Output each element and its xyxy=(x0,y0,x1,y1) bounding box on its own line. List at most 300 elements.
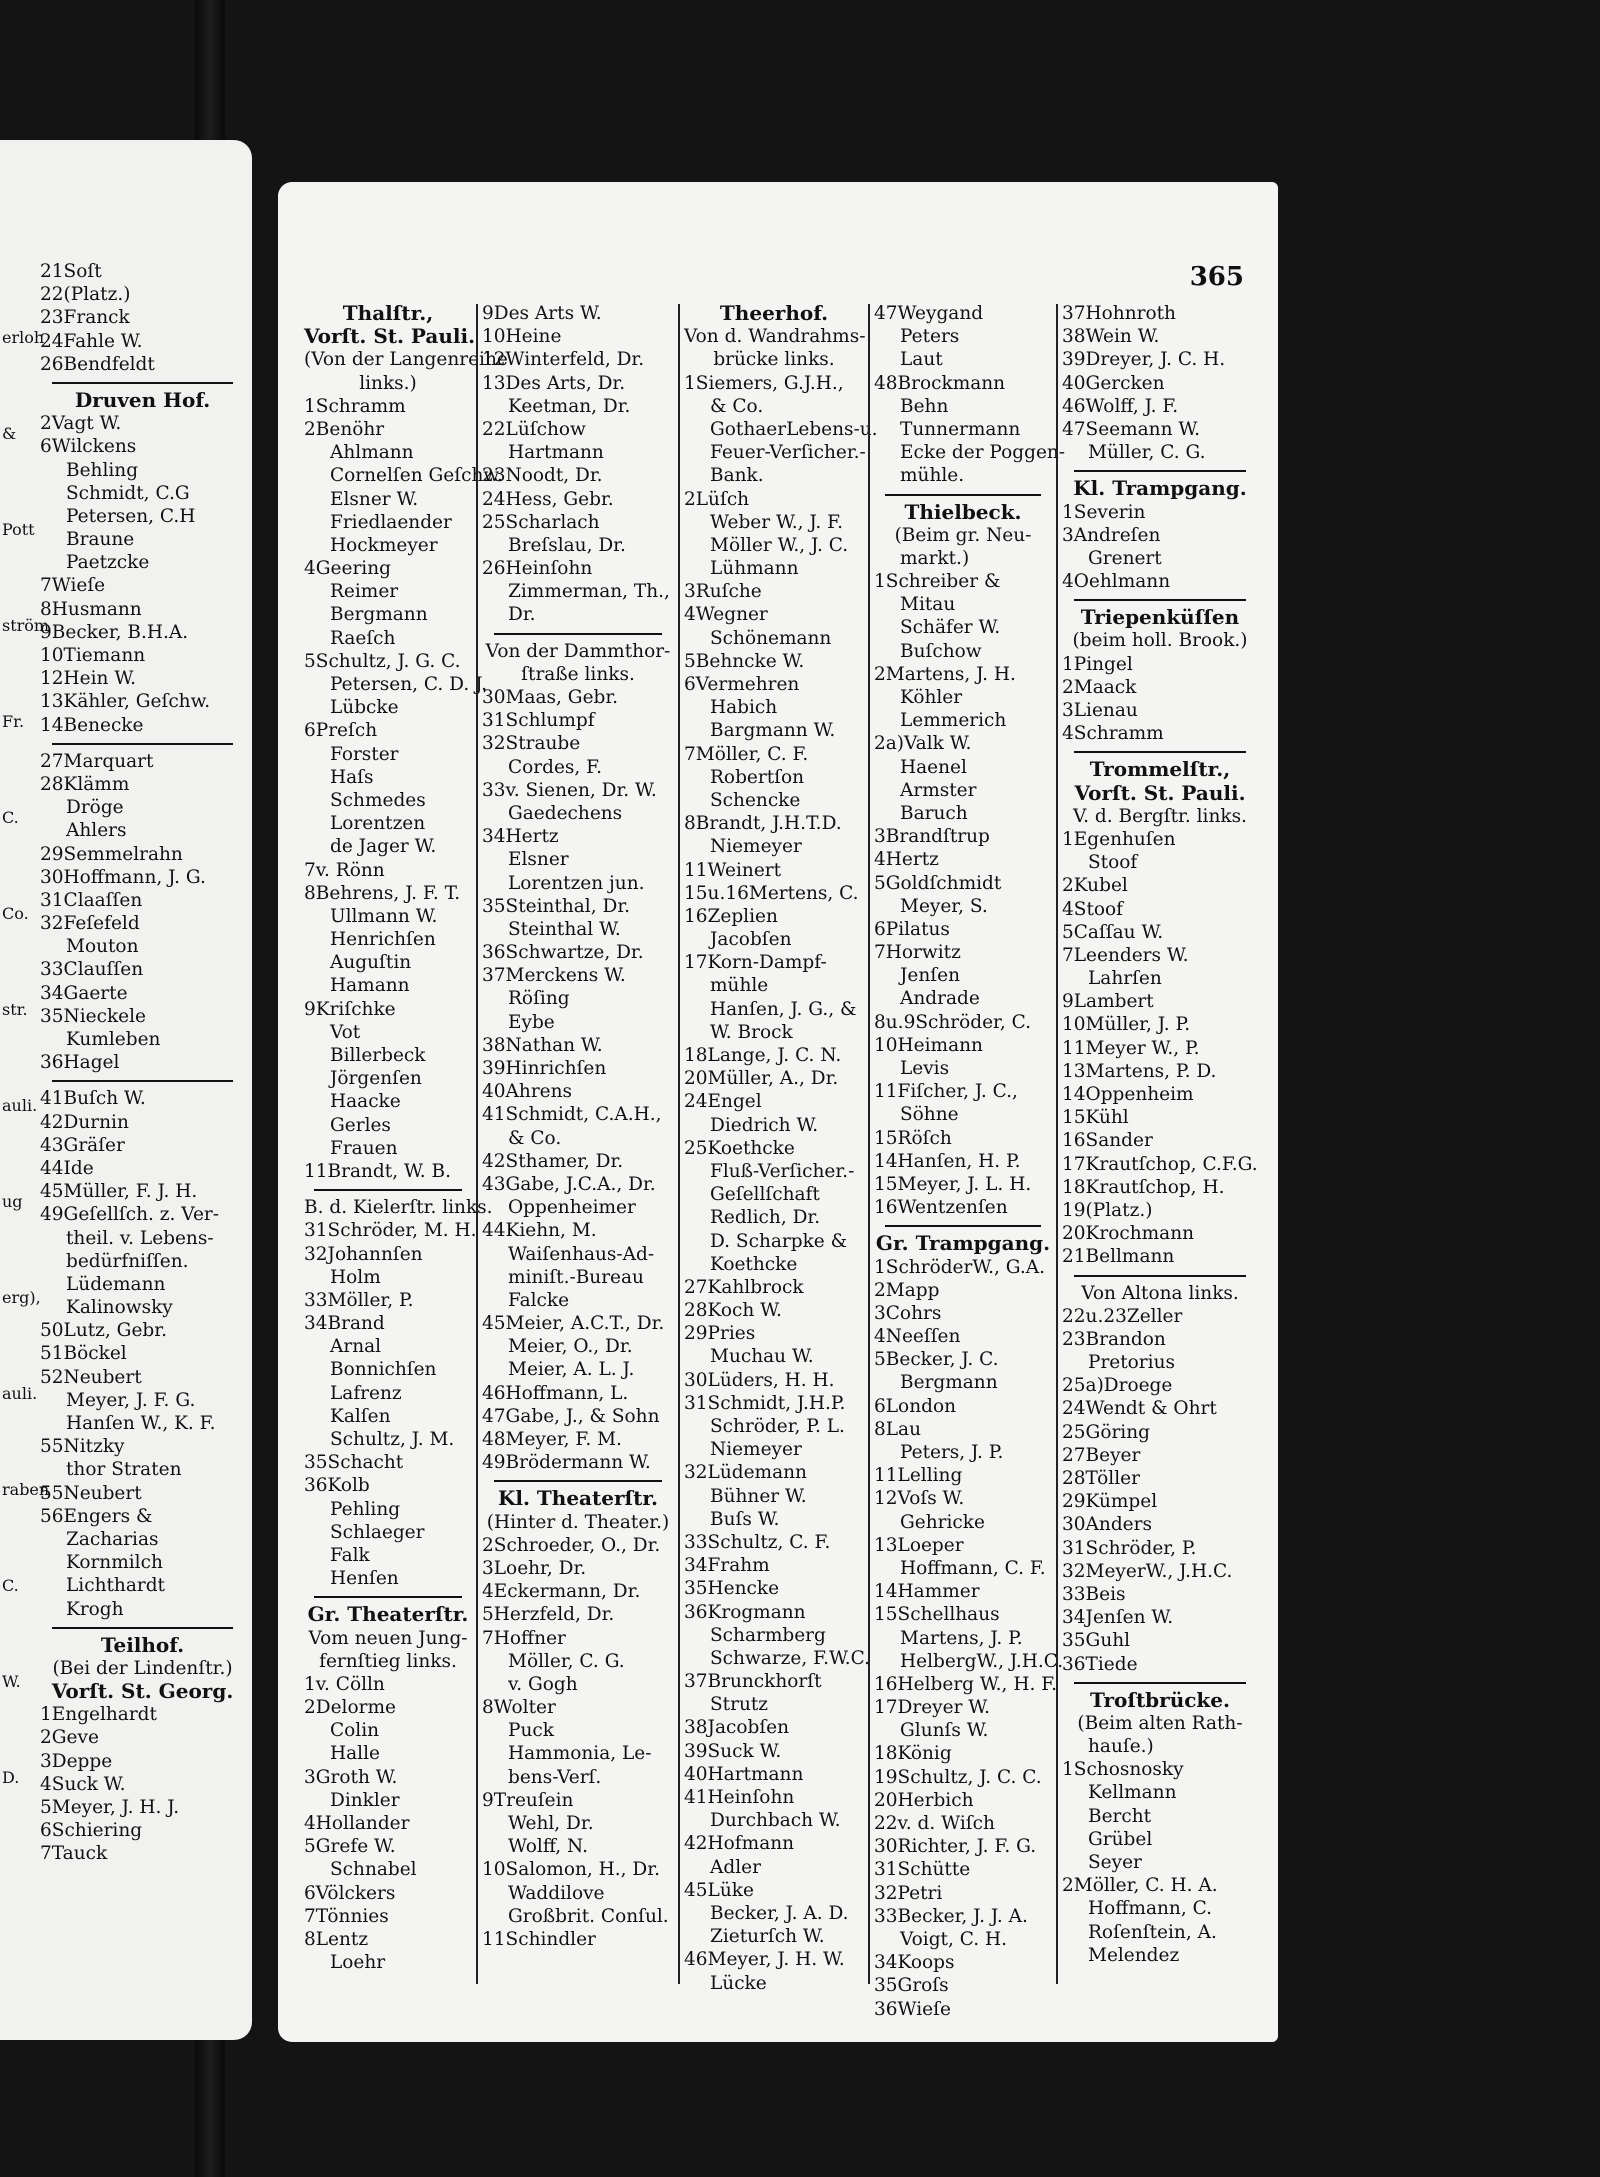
resident-entry: Diedrich W. xyxy=(710,1114,819,1136)
address-entry: 7Tauck xyxy=(40,1843,108,1865)
address-entry: 1Schosnosky xyxy=(1062,1759,1184,1781)
fragment-text: str. xyxy=(2,1000,28,1019)
resident-entry: Vot xyxy=(330,1021,361,1043)
resident-entry: Melendez xyxy=(1088,1944,1180,1966)
address-entry: 30Lüders, H. H. xyxy=(684,1369,835,1391)
resident-entry: Buſchow xyxy=(900,640,982,662)
address-entry: 3Ruſche xyxy=(684,581,762,603)
address-entry: 21Soſt xyxy=(40,261,102,282)
address-entry: 33Möller, P. xyxy=(304,1289,414,1311)
resident-entry: Jörgenſen xyxy=(330,1068,422,1090)
resident-entry: Lahrſen xyxy=(1088,968,1162,990)
address-entry: 16Wentzenſen xyxy=(874,1197,1008,1219)
resident-entry: Mouton xyxy=(66,936,139,958)
address-entry: 12Winterfeld, Dr. xyxy=(482,349,645,371)
resident-entry: Müller, C. G. xyxy=(1088,442,1206,464)
resident-entry: Ullmann W. xyxy=(330,905,438,927)
address-entry: 49Brödermann W. xyxy=(482,1452,651,1474)
resident-entry: Voigt, C. H. xyxy=(900,1928,1008,1950)
address-entry: 16Sander xyxy=(1062,1130,1153,1152)
left-page-column xyxy=(40,260,245,1866)
address-entry: 5Herzfeld, Dr. xyxy=(482,1604,615,1626)
address-entry: 13Kähler, Geſchw. xyxy=(40,691,211,713)
address-entry: 21Bellmann xyxy=(1062,1246,1175,1268)
address-entry: 13Martens, P. D. xyxy=(1062,1060,1217,1082)
address-entry: 45Müller, F. J. H. xyxy=(40,1181,198,1203)
address-entry: 11Fiſcher, J. C., xyxy=(874,1081,1018,1103)
resident-entry: Ahlers xyxy=(66,820,127,842)
fragment-text: W. xyxy=(2,1672,21,1691)
address-entry: 47Weygand xyxy=(874,303,984,324)
fragment-text: ström xyxy=(2,616,50,635)
resident-entry: Laut xyxy=(900,349,943,371)
resident-entry: D. Scharpke & xyxy=(710,1230,848,1252)
address-entry: 32Johannſen xyxy=(304,1243,423,1265)
address-entry: 29Pries xyxy=(684,1323,756,1345)
resident-entry: Muchau W. xyxy=(710,1346,814,1368)
resident-entry: Robertſon xyxy=(710,766,805,788)
street-heading: Druven Hof. xyxy=(74,387,211,412)
resident-entry: Dröge xyxy=(66,797,124,819)
resident-entry: Dr. xyxy=(508,604,536,626)
address-entry: 8Brandt, J.H.T.D. xyxy=(684,813,842,835)
resident-entry: Seyer xyxy=(1088,1852,1142,1873)
address-entry: 40Hartmann xyxy=(684,1763,804,1785)
address-entry: 10Tiemann xyxy=(40,645,146,666)
address-entry: 32Petri xyxy=(874,1882,943,1904)
address-entry: 3Lienau xyxy=(1062,700,1138,721)
resident-entry: Halle xyxy=(330,1743,380,1765)
column-2 xyxy=(482,302,674,1951)
address-entry: 1Siemers, G.J.H., xyxy=(684,372,844,394)
address-entry: 37Hohnroth xyxy=(1062,303,1176,324)
address-entry: 31Schröder, P. xyxy=(1062,1537,1197,1559)
address-entry: 8Lentz xyxy=(304,1928,369,1950)
address-entry: 35Schacht xyxy=(304,1452,404,1474)
resident-entry: bedürfniſſen. xyxy=(66,1250,189,1272)
address-entry: 7Tönnies xyxy=(304,1905,389,1927)
resident-entry: Buſs W. xyxy=(710,1508,780,1530)
address-entry: 2Schroeder, O., Dr. xyxy=(482,1534,661,1556)
resident-entry: Strutz xyxy=(710,1694,769,1716)
resident-entry: mühle xyxy=(710,975,769,997)
address-entry: 32Straube xyxy=(482,733,581,755)
address-entry: 5Goldſchmidt xyxy=(874,872,1002,894)
address-entry: 13Des Arts, Dr. xyxy=(482,372,626,394)
address-entry: 9Lambert xyxy=(1062,991,1154,1013)
street-heading: Thielbeck. xyxy=(904,499,1022,524)
address-entry: 2Möller, C. H. A. xyxy=(1062,1875,1218,1897)
address-entry: 29Semmelrahn xyxy=(40,843,183,865)
address-entry: 45Lüke xyxy=(684,1879,754,1901)
resident-entry: Lücke xyxy=(710,1972,767,1994)
address-entry: 35Nieckele xyxy=(40,1005,146,1027)
address-entry: 3Andreſen xyxy=(1062,524,1161,546)
resident-entry: Lorentzen xyxy=(330,813,426,835)
resident-entry: Adler xyxy=(710,1856,761,1878)
resident-entry: Meier, O., Dr. xyxy=(508,1336,633,1358)
resident-entry: Ecke der Poggen- xyxy=(900,442,1066,464)
resident-entry: miniſt.-Bureau xyxy=(508,1266,644,1288)
address-entry: 34Gaerte xyxy=(40,982,128,1004)
resident-entry: Meyer, S. xyxy=(900,895,988,917)
street-direction: (Beim alten Rath- xyxy=(1077,1712,1243,1734)
address-entry: 44Kiehn, M. xyxy=(482,1220,597,1242)
street-heading: Vorſt. St. Pauli. xyxy=(304,324,476,349)
resident-entry: Behn xyxy=(900,395,949,417)
section-divider xyxy=(1062,745,1258,758)
address-entry: 4Hollander xyxy=(304,1813,410,1834)
resident-entry: Colin xyxy=(330,1720,380,1742)
address-entry: 25Koethcke xyxy=(684,1137,795,1159)
resident-entry: Röſing xyxy=(508,988,570,1010)
resident-entry: Haacke xyxy=(330,1091,401,1113)
page-number: 365 xyxy=(1189,262,1244,292)
resident-entry: Dinkler xyxy=(330,1789,400,1811)
address-entry: 2Vagt W. xyxy=(40,413,122,435)
street-direction: Von d. Wandrahms- xyxy=(684,326,866,348)
address-entry: 24Hess, Gebr. xyxy=(482,488,614,510)
address-entry: 33Beis xyxy=(1062,1583,1126,1605)
address-entry: 6Preſch xyxy=(304,720,378,742)
resident-entry: bens-Verſ. xyxy=(508,1766,602,1788)
resident-entry: Niemeyer xyxy=(710,1439,802,1461)
address-entry: 42Hofmann xyxy=(684,1833,795,1855)
address-entry: 40Ahrens xyxy=(482,1081,573,1103)
address-entry: 47Gabe, J., & Sohn xyxy=(482,1405,660,1427)
address-entry: 32Lüdemann xyxy=(684,1462,807,1484)
address-entry: 5Meyer, J. H. J. xyxy=(40,1797,180,1818)
column-divider xyxy=(1056,304,1058,1984)
resident-entry: Baruch xyxy=(900,802,968,824)
resident-entry: Schwarze, F.W.C. xyxy=(710,1647,870,1669)
address-entry: 2Delorme xyxy=(304,1697,396,1719)
resident-entry: Gerles xyxy=(330,1114,391,1136)
resident-entry: Meyer, J. F. G. xyxy=(66,1389,196,1411)
resident-entry: Redlich, Dr. xyxy=(710,1207,821,1229)
resident-entry: Hanſen W., K. F. xyxy=(66,1413,216,1434)
address-entry: 38Wein W. xyxy=(1062,326,1160,348)
resident-entry: Forster xyxy=(330,743,399,765)
address-entry: 6Vermehren xyxy=(684,674,800,695)
resident-entry: Raeſch xyxy=(330,627,396,649)
address-entry: 5Grefe W. xyxy=(304,1836,396,1858)
address-entry: 25a)Droege xyxy=(1062,1375,1173,1397)
address-entry: 31Schmidt, J.H.P. xyxy=(684,1392,846,1414)
section-divider xyxy=(40,1621,245,1634)
resident-entry: Bergmann xyxy=(900,1372,998,1394)
column-3 xyxy=(684,301,878,1995)
column-4 xyxy=(874,302,1066,2021)
address-entry: 36Krogmann xyxy=(684,1601,806,1623)
address-entry: 13Loeper xyxy=(874,1534,964,1556)
street-heading: Trommelſtr., xyxy=(1089,757,1231,782)
resident-entry: Habich xyxy=(710,697,778,719)
street-heading: Kl. Theaterſtr. xyxy=(497,1486,659,1511)
section-divider xyxy=(40,737,245,750)
fragment-text: & xyxy=(2,424,17,443)
address-entry: 1SchröderW., G.A. xyxy=(874,1256,1045,1278)
resident-entry: Cornelſen Geſchw. xyxy=(330,465,503,487)
resident-entry: Becker, J. A. D. xyxy=(710,1902,849,1924)
street-heading: Vorſt. St. Georg. xyxy=(51,1679,234,1704)
address-entry: 3Loehr, Dr. xyxy=(482,1557,587,1579)
address-entry: 8u.9Schröder, C. xyxy=(874,1011,1032,1033)
address-entry: 48Brockmann xyxy=(874,372,1006,394)
address-entry: 43Gabe, J.C.A., Dr. xyxy=(482,1173,656,1195)
address-entry: 4Eckermann, Dr. xyxy=(482,1581,641,1603)
address-entry: 25Göring xyxy=(1062,1421,1150,1443)
address-entry: 34Koops xyxy=(874,1952,955,1974)
address-entry: 6London xyxy=(874,1395,957,1417)
address-entry: 39Suck W. xyxy=(684,1740,782,1762)
address-entry: 35Guhl xyxy=(1062,1630,1131,1652)
address-entry: 18Lange, J. C. N. xyxy=(684,1045,842,1066)
address-entry: 11Meyer W., P. xyxy=(1062,1037,1200,1059)
resident-entry: Breſslau, Dr. xyxy=(508,534,626,556)
resident-entry: Friedlaender xyxy=(330,511,452,533)
resident-entry: Paetzcke xyxy=(66,552,150,574)
address-entry: 2Geve xyxy=(40,1727,99,1749)
address-entry: 23Franck xyxy=(40,307,130,329)
resident-entry: Glunſs W. xyxy=(900,1720,989,1742)
resident-entry: Oppenheimer xyxy=(508,1197,636,1219)
address-entry: 42Durnin xyxy=(40,1111,129,1133)
address-entry: 34Jenſen W. xyxy=(1062,1607,1174,1629)
address-entry: 23Brandon xyxy=(1062,1328,1166,1350)
address-entry: 15Schellhaus xyxy=(874,1604,1000,1626)
resident-entry: GothaerLebens-u. xyxy=(710,418,878,440)
address-entry: 6Schiering xyxy=(40,1820,143,1842)
left-page xyxy=(0,140,252,2040)
resident-entry: Hanſen, J. G., & xyxy=(710,998,857,1020)
resident-entry: Lorentzen jun. xyxy=(508,872,645,894)
resident-entry: Feuer-Verſicher.- xyxy=(710,442,866,464)
street-direction: links.) xyxy=(359,372,417,394)
address-entry: 11Weinert xyxy=(684,859,782,881)
address-entry: 50Lutz, Gebr. xyxy=(40,1320,167,1342)
address-entry: 10Heine xyxy=(482,326,562,348)
address-entry: 9Des Arts W. xyxy=(482,303,602,324)
resident-entry: v. Gogh xyxy=(508,1673,578,1695)
fragment-text: C. xyxy=(2,1576,19,1595)
address-entry: 36Hagel xyxy=(40,1052,120,1074)
address-entry: 9Kriſchke xyxy=(304,998,396,1020)
address-entry: 2Maack xyxy=(1062,676,1137,698)
fragment-text: Co. xyxy=(2,904,29,923)
address-entry: 12Hein W. xyxy=(40,668,136,690)
resident-entry: Peters xyxy=(900,326,960,348)
resident-entry: Schröder, P. L. xyxy=(710,1416,845,1437)
address-entry: 19(Platz.) xyxy=(1062,1199,1153,1221)
resident-entry: Arnal xyxy=(330,1336,382,1358)
street-direction: Vom neuen Jung- xyxy=(308,1627,468,1649)
address-entry: 33Schultz, C. F. xyxy=(684,1531,831,1553)
resident-entry: Lühmann xyxy=(710,558,799,580)
resident-entry: Bühner W. xyxy=(710,1485,807,1507)
address-entry: 4Stoof xyxy=(1062,898,1124,920)
resident-entry: Pretorius xyxy=(1088,1352,1175,1374)
resident-entry: Peters, J. P. xyxy=(900,1442,1004,1463)
resident-entry: Schmedes xyxy=(330,789,426,811)
street-direction: Von Altona links. xyxy=(1081,1282,1239,1304)
resident-entry: Großbrit. Conſul. xyxy=(508,1905,669,1927)
address-entry: 52Neubert xyxy=(40,1366,142,1388)
resident-entry: Mitau xyxy=(900,594,956,616)
resident-entry: Lüdemann xyxy=(66,1273,166,1295)
resident-entry: Holm xyxy=(330,1266,381,1288)
address-entry: 35Groſs xyxy=(874,1975,949,1997)
address-entry: 31Schütte xyxy=(874,1859,971,1881)
address-entry: 7Hoffner xyxy=(482,1627,566,1649)
resident-entry: Petersen, C. D. J. xyxy=(330,674,487,695)
resident-entry: Grübel xyxy=(1088,1828,1153,1850)
resident-entry: Hockmeyer xyxy=(330,534,438,556)
address-entry: 20Krochmann xyxy=(1062,1223,1195,1245)
street-direction: brücke links. xyxy=(713,349,835,371)
street-direction: (Bei der Lindenſtr.) xyxy=(52,1657,233,1679)
resident-entry: Behling xyxy=(66,459,139,481)
address-entry: 44Ide xyxy=(40,1157,94,1179)
resident-entry: Durchbach W. xyxy=(710,1810,841,1832)
resident-entry: Scharmberg xyxy=(710,1624,826,1646)
address-entry: 17Krautſchop, C.F.G. xyxy=(1062,1153,1258,1175)
address-entry: 1Severin xyxy=(1062,501,1146,523)
resident-entry: Levis xyxy=(900,1058,950,1079)
address-entry: 46Hoffmann, L. xyxy=(482,1382,629,1404)
resident-entry: Waiſenhaus-Ad- xyxy=(508,1243,655,1265)
address-entry: 40Gercken xyxy=(1062,372,1165,394)
resident-entry: thor Straten xyxy=(66,1459,182,1481)
address-entry: 11Lelling xyxy=(874,1465,963,1487)
address-entry: 10Salomon, H., Dr. xyxy=(482,1859,660,1881)
street-heading: Thalſtr., xyxy=(342,301,434,325)
address-entry: 48Meyer, F. M. xyxy=(482,1429,622,1450)
address-entry: 32Feſefeld xyxy=(40,913,140,935)
resident-entry: Hoffmann, C. xyxy=(1088,1898,1212,1920)
resident-entry: Zieturſch W. xyxy=(710,1926,825,1948)
resident-entry: Möller, C. G. xyxy=(508,1650,625,1672)
address-entry: 22v. d. Wiſch xyxy=(874,1813,995,1834)
address-entry: 22Lüſchow xyxy=(482,418,586,440)
address-entry: 8Behrens, J. F. T. xyxy=(304,882,461,904)
address-entry: 16Helberg W., H. F. xyxy=(874,1673,1058,1695)
column-1 xyxy=(304,301,508,1974)
resident-entry: Bonnichſen xyxy=(330,1359,437,1381)
address-entry: 30Maas, Gebr. xyxy=(482,687,619,708)
right-page xyxy=(278,182,1278,2042)
section-divider xyxy=(874,488,1052,501)
address-entry: 28Töller xyxy=(1062,1468,1140,1489)
resident-entry: Falcke xyxy=(508,1289,570,1311)
resident-entry: Wehl, Dr. xyxy=(508,1813,594,1834)
resident-entry: Steinthal W. xyxy=(508,918,621,940)
address-entry: 35Hencke xyxy=(684,1578,780,1600)
resident-entry: W. Brock xyxy=(710,1021,793,1043)
address-entry: 15Kühl xyxy=(1062,1107,1129,1129)
resident-entry: Zacharias xyxy=(66,1528,159,1550)
address-entry: 2Benöhr xyxy=(304,418,385,440)
address-entry: 37Merckens W. xyxy=(482,965,626,987)
resident-entry: Grenert xyxy=(1088,547,1162,569)
fragment-text: raben xyxy=(2,1480,50,1499)
resident-entry: hauſe.) xyxy=(1088,1736,1154,1758)
street-direction: Von der Dammthor- xyxy=(485,640,671,662)
resident-entry: Haſs xyxy=(330,766,374,788)
address-entry: 20Herbich xyxy=(874,1789,974,1811)
resident-entry: Kalinowsky xyxy=(66,1297,173,1319)
address-entry: 28Koch W. xyxy=(684,1300,782,1322)
address-entry: 27Kahlbrock xyxy=(684,1276,804,1298)
address-entry: 7v. Rönn xyxy=(304,859,385,881)
resident-entry: Geſellſchaft xyxy=(710,1184,820,1206)
street-heading: Troſtbrücke. xyxy=(1090,1687,1230,1712)
address-entry: 1Egenhuſen xyxy=(1062,828,1176,850)
resident-entry: Wolff, N. xyxy=(508,1836,588,1858)
resident-entry: Lichthardt xyxy=(66,1575,165,1597)
resident-entry: Auguſtin xyxy=(330,952,412,974)
address-entry: 36Kolb xyxy=(304,1475,370,1497)
address-entry: 8Lau xyxy=(874,1418,921,1440)
address-entry: 11Brandt, W. B. xyxy=(304,1160,451,1182)
resident-entry: Krogh xyxy=(66,1598,124,1620)
address-entry: 43Gräſer xyxy=(40,1134,125,1156)
resident-entry: Bercht xyxy=(1088,1805,1152,1827)
address-entry: 1Pingel xyxy=(1062,653,1133,675)
address-entry: 27Marquart xyxy=(40,750,154,772)
address-entry: 4Neeſſen xyxy=(874,1326,961,1348)
address-entry: 38Nathan W. xyxy=(482,1034,603,1056)
address-entry: 41Schmidt, C.A.H., xyxy=(482,1104,662,1126)
resident-entry: Koethcke xyxy=(710,1253,798,1275)
resident-entry: Andrade xyxy=(900,988,980,1010)
street-heading: Vorſt. St. Pauli. xyxy=(1074,780,1246,805)
address-entry: 25Scharlach xyxy=(482,511,600,533)
address-entry: 3Deppe xyxy=(40,1750,113,1772)
address-entry: 27Beyer xyxy=(1062,1444,1141,1466)
resident-entry: Tunnermann xyxy=(900,418,1021,440)
address-entry: 4Oehlmann xyxy=(1062,571,1171,593)
address-entry: 7Wieſe xyxy=(40,575,106,597)
fragment-text: D. xyxy=(2,1768,20,1787)
address-entry: 45Meier, A.C.T., Dr. xyxy=(482,1313,665,1335)
address-entry: 26Bendfeldt xyxy=(40,353,155,375)
fragment-text: Fr. xyxy=(2,712,25,731)
address-entry: 37Brunckhorſt xyxy=(684,1671,822,1693)
facing-column-fragments xyxy=(2,290,50,1826)
address-entry: 12Voſs W. xyxy=(874,1488,965,1510)
section-divider xyxy=(1062,593,1258,606)
street-heading: Teilhof. xyxy=(100,1632,185,1657)
address-entry: 30Hoffmann, J. G. xyxy=(40,866,206,888)
street-heading: Gr. Trampgang. xyxy=(875,1231,1051,1256)
resident-entry: Hammonia, Le- xyxy=(508,1743,652,1765)
address-entry: 7Möller, C. F. xyxy=(684,743,809,765)
address-entry: 4Suck W. xyxy=(40,1773,126,1795)
resident-entry: Waddilove xyxy=(508,1882,605,1904)
resident-entry: Lemmerich xyxy=(900,710,1007,732)
address-entry: 3Groth W. xyxy=(304,1766,398,1788)
address-entry: 30Anders xyxy=(1062,1514,1152,1536)
address-entry: 1Engelhardt xyxy=(40,1704,157,1726)
address-entry: 24Fahle W. xyxy=(40,330,143,352)
address-entry: 36Tiede xyxy=(1062,1653,1138,1675)
resident-entry: theil. v. Lebens- xyxy=(66,1227,214,1249)
address-entry: 10Heimann xyxy=(874,1034,983,1056)
address-entry: 5Schultz, J. G. C. xyxy=(304,650,461,672)
resident-entry: Schmidt, C.G xyxy=(66,482,190,504)
section-divider xyxy=(304,1183,472,1196)
